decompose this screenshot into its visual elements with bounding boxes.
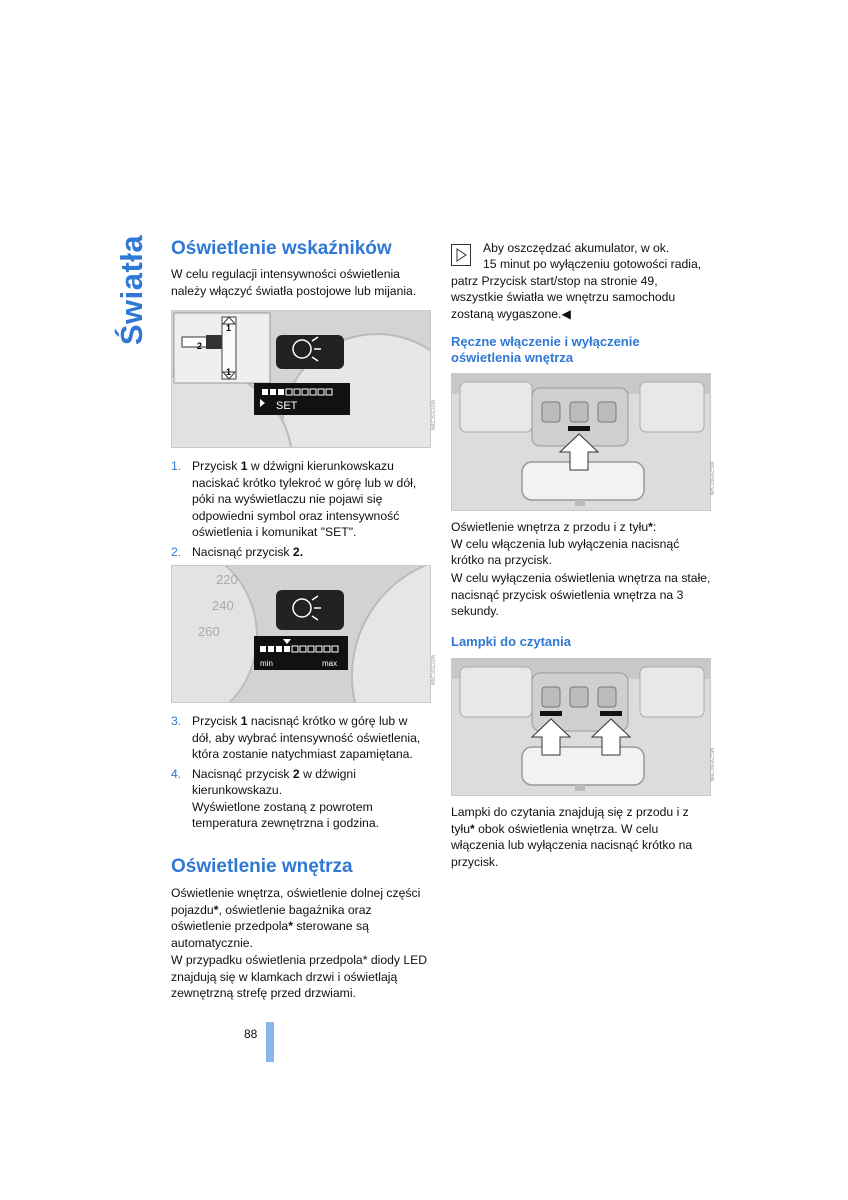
star-mark: *: [213, 902, 219, 917]
figure-lever-display: [171, 310, 431, 448]
note-text: 15 minut po wyłączeniu gotowości radia, patrz Przycisk start/stop na stronie 49, wszystkie światła we wnętrzu samochodu zostaną wygaszone.: [451, 257, 702, 321]
step-bold: 2.: [292, 544, 304, 559]
fig1-label-2: 2: [197, 341, 203, 351]
step-text: nacisnąć krótko w górę lub w dół, aby wybrać intensywność oświetlenia, która zostanie natychmiast zapamiętana.: [192, 714, 421, 761]
step-number: 3.: [171, 714, 182, 728]
text-span: Lampki do czytania znajdują się z przodu i z tyłu: [451, 805, 689, 836]
subtitle-reading-lights: Lampki do czytania: [451, 634, 571, 649]
step-text: w dźwigni kierunkowskazu naciskać krótko tylekroć w górę lub w dół, póki na wyświetlaczu nie pojawi się odpowiedni symbol oraz intensywność oświetlenia i komunikat "SET".: [192, 459, 417, 539]
step-number: 4.: [171, 766, 182, 781]
step-text: w dźwigni kierunkowskazu.: [192, 766, 356, 797]
steps-list-2: [171, 713, 429, 832]
step-extra-text: Wyświetlone zostaną z powrotem temperatura zewnętrzna i godzina.: [192, 799, 379, 830]
list-item: [171, 713, 429, 763]
star-mark: *: [288, 919, 293, 933]
section-title-instrument-lighting: Oświetlenie wskaźników: [171, 238, 392, 259]
note-paragraph: [451, 256, 713, 322]
fig3-code: MG2YH0C34N: [708, 462, 714, 496]
section-title-interior-lighting: Oświetlenie wnętrza: [171, 856, 353, 877]
fig4-code: MG2YH0C35N: [708, 748, 714, 782]
step-text: Przycisk: [192, 714, 241, 728]
gauge-260: 260: [198, 624, 220, 639]
figure-interior-light-button: [451, 373, 711, 511]
list-item: [171, 544, 429, 561]
gauge-220: 220: [216, 572, 238, 587]
interior-paragraph-1: [171, 885, 429, 951]
intro-paragraph: W celu regulacji intensywności oświetlenia należy włączyć światła postojowe lub mijania.: [171, 267, 417, 298]
subtitle-manual-interior: Ręczne włączenie i wyłączenie oświetlenia wnętrza: [451, 334, 640, 365]
list-item: [171, 458, 429, 541]
step-number: 1.: [171, 459, 182, 473]
text-span: Oświetlenie wnętrza z przodu i z tyłu: [451, 520, 649, 534]
fig1-code: W2C5SC26N: [429, 400, 435, 431]
side-tab: [112, 234, 152, 346]
fig2-max-label: max: [322, 659, 338, 668]
reading-lights-paragraph: [451, 804, 713, 870]
interior-permanent-off-paragraph: W celu wyłączenia oświetlenia wnętrza na stałe, nacisnąć przycisk oświetlenia wnętrza na 3 sekundy.: [451, 571, 711, 618]
step-number: 2.: [171, 544, 182, 559]
list-item: [171, 766, 429, 832]
fig2-min-label: min: [260, 659, 273, 668]
note-line-1: Aby oszczędzać akumulator, w ok.: [483, 241, 670, 255]
side-tab-label: Światła: [113, 234, 149, 346]
interior-paragraph-2: W przypadku oświetlenia przedpola* diody LED znajdują się w klamkach drzwi i oświetlają zewnętrzną strefę przed drzwiami.: [171, 953, 428, 1000]
step-text: Nacisnąć przycisk: [192, 766, 293, 781]
step-bold: 2: [292, 766, 300, 781]
page-number-bar: [266, 1022, 274, 1062]
end-marker: ◀: [561, 306, 571, 321]
page-number: 88: [244, 1027, 258, 1041]
interior-front-rear-paragraph: Oświetlenie wnętrza z przodu i z tyłu*: W celu włączenia lub wyłączenia nacisnąć krótko na przycisk.: [451, 520, 680, 567]
text-span: sterowane są automatycznie.: [171, 919, 369, 950]
fig1-label-1-top: 1: [226, 323, 232, 333]
star-mark: *: [648, 520, 653, 534]
text-span: Oświetlenie wnętrza, oświetlenie dolnej części pojazdu: [171, 886, 421, 917]
gauge-240: 240: [212, 598, 234, 613]
text-span: obok oświetlenia wnętrza. W celu włączenia lub wyłączenia nacisnąć krótko na przycisk.: [451, 821, 693, 869]
fig2-code: W2C5SC26N: [429, 655, 435, 686]
figure-dimmer-display: [171, 565, 431, 703]
text-span: , oświetlenie bagażnika oraz oświetlenie przedpola: [171, 902, 372, 933]
figure-reading-light-buttons: [451, 658, 711, 796]
step-text: Przycisk: [192, 459, 241, 473]
fig1-label-1-bottom: 1: [226, 367, 232, 377]
star-mark: *: [469, 821, 475, 836]
text-span: W celu włączenia lub wyłączenia nacisnąć krótko na przycisk.: [451, 536, 680, 567]
step-text: Nacisnąć przycisk: [192, 544, 293, 559]
fig1-display-set: SET: [276, 400, 298, 412]
step-bold: 1: [240, 459, 248, 473]
step-bold: 1: [240, 714, 248, 728]
steps-list-1: [171, 458, 429, 560]
